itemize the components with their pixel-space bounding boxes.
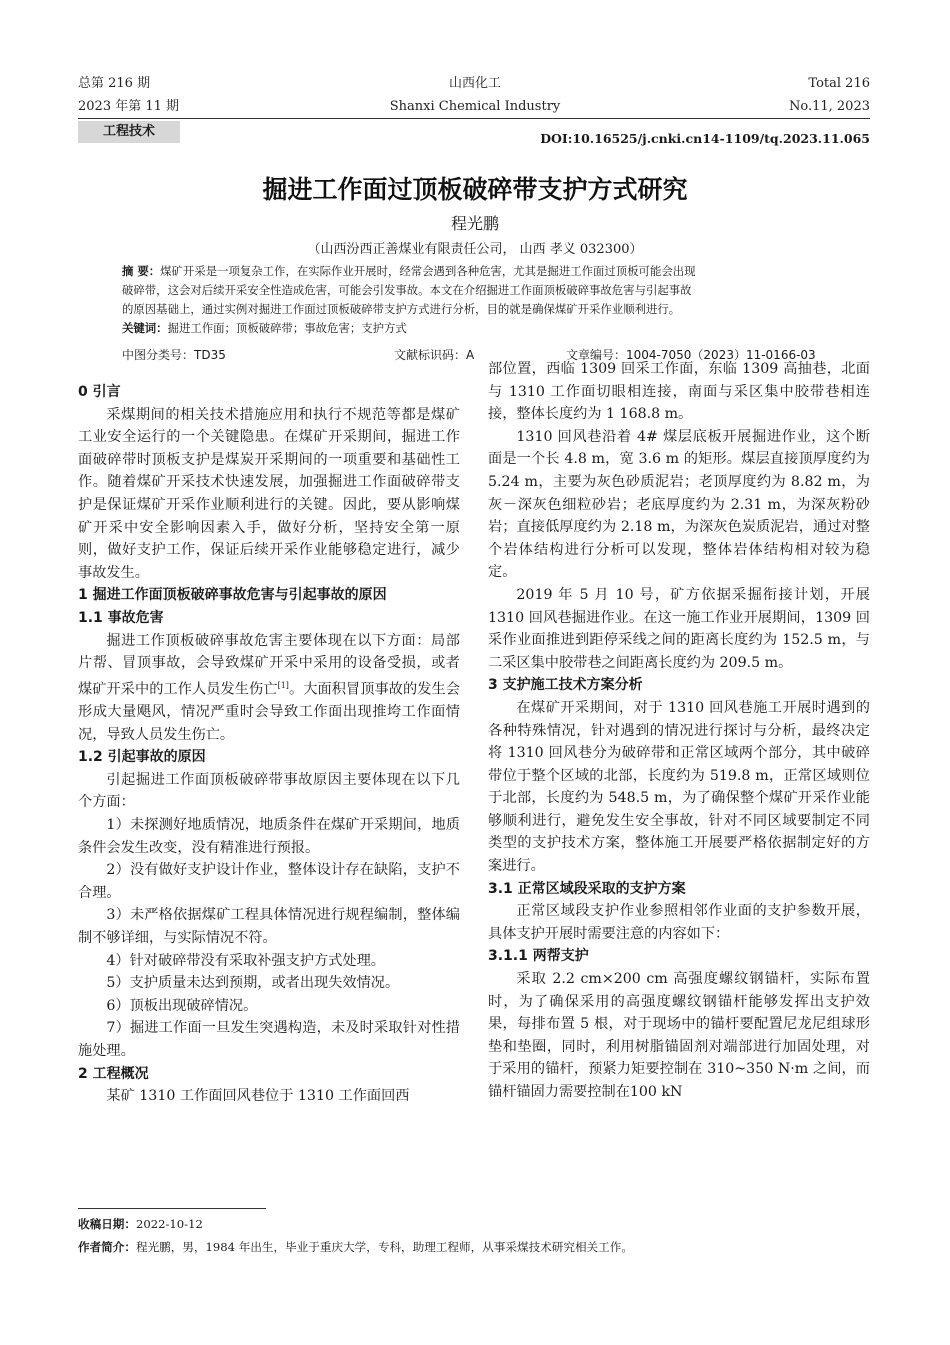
received-value: 2022-10-12 bbox=[135, 1217, 203, 1231]
bio-label: 作者简介： bbox=[78, 1240, 136, 1254]
author-name: 程光鹏 bbox=[450, 214, 499, 233]
section-2-paragraph-3: 2019 年 5 月 10 号，矿方依据采掘衔接计划，开展 1310 回风巷掘进作业。在这一施工作业开展期间，1309 回采作业面推进到距停采线之间的距离长度约为 152.5 m，与二采区集中胶带巷之间距离长度约为 209.5 m。 bbox=[488, 586, 870, 671]
section-0-paragraph: 采煤期间的相关技术措施应用和执行不规范等都是煤矿工业安全运行的一个关键隐患。在煤矿开采期间，掘进工作面破碎带时顶板支护是煤炭开采期间的一项重要和基础性工作。随着煤矿开采技术快速发展，加强掘进工作面破碎带支护是保证煤矿开采作业顺利进行的关键。因此，要从影响煤矿开采中安全影响因素入手，做好分析，坚持安全第一原则，做好支护工作，保证后续开采作业能够稳定进行，减少事故发生。 bbox=[78, 406, 460, 581]
header-journal-en: Shanxi Chemical Industry bbox=[389, 99, 561, 114]
clc-number: 中图分类号：TD35 bbox=[122, 348, 226, 362]
section-2-paragraph: 某矿 1310 工作面回风巷位于 1310 工作面回西 bbox=[106, 1088, 410, 1105]
section-1-1-text: 掘进工作顶板破碎事故危害主要体现在以下方面：局部片帮、冒顶事故，会导致煤矿开采中采用的设备受损，或者煤矿开采中的工作人员发生伤亡 bbox=[78, 632, 460, 698]
section-3-1-paragraph: 正常区域段支护作业参照相邻作业面的支护参数开展，具体支护开展时需要注意的内容如下： bbox=[488, 903, 870, 942]
section-3-1-1-paragraph: 采取 2.2 cm×200 cm 高强度螺纹钢锚杆，实际布置时，为了确保采用的高强度螺纹钢锚杆能够发挥出支护效果，每排布置 5 根，对于现场中的锚杆要配置尼龙尼组球形垫和垫圈，同时，利用树脂锚固剂对端部进行加固处理，对于采用的锚杆，预紧力矩要控制在 310~350 N·m 之间，而锚杆锚固力需要控制在100 kN bbox=[488, 971, 870, 1100]
list-item: 6）顶板出现破碎情况。 bbox=[106, 997, 258, 1014]
section-3-1-heading: 3.1 正常区域段采取的支护方案 bbox=[488, 880, 686, 897]
section-0-heading: 0 引言 bbox=[78, 384, 121, 400]
list-item: 1）未探测好地质情况，地质条件在煤矿开采期间，地质条件会发生改变，没有精准进行预报。 bbox=[78, 817, 460, 856]
list-item: 3）未严格依据煤矿工程具体情况进行规程编制，整体编制不够详细，与实际情况不符。 bbox=[78, 907, 460, 946]
header-issue-total: 总第 216 期 bbox=[78, 76, 151, 91]
header-issue-number: 2023 年第 11 期 bbox=[78, 99, 180, 114]
abstract bbox=[122, 262, 827, 338]
author-affiliation: （山西汾西正善煤业有限责任公司， 山西 孝义 032300） bbox=[307, 242, 643, 257]
article-number: 文章编号：1004-7050（2023）11-0166-03 bbox=[566, 348, 816, 362]
section-1-1-paragraph bbox=[78, 630, 460, 747]
keywords-label: 关键词： bbox=[122, 321, 168, 335]
footnote-rule bbox=[78, 1208, 266, 1209]
received-date bbox=[78, 1215, 203, 1233]
section-3-1-1-heading: 3.1.1 两帮支护 bbox=[488, 948, 589, 965]
section-1-1-heading: 1.1 事故危害 bbox=[78, 609, 164, 626]
doi: DOI:10.16525/j.cnki.cn14-1109/tq.2023.11.065 bbox=[540, 131, 870, 146]
section-2-paragraph-2: 1310 回风巷沿着 4# 煤层底板开展掘进作业，这个断面是一个长 4.8 m，宽 3.6 m 的矩形。煤层直接顶厚度约为 5.24 m，主要为灰色砂质泥岩；老顶厚度约为 8.82 m，为灰－深灰色细粒砂岩；老底厚度约为 2.31 m，为深灰粉砂岩；直接低厚度约为 2.18 m，为深灰色炭质泥岩，通过对整个岩体结构进行分析可以发现，整体岩体结构相对较为稳定。 bbox=[488, 428, 870, 581]
abstract-label: 摘 要： bbox=[122, 264, 161, 278]
section-1-2-paragraph: 引起掘进工作面顶板破碎带事故原因主要体现在以下几个方面： bbox=[78, 771, 460, 811]
article-title: 掘进工作面过顶板破碎带支护方式研究 bbox=[262, 175, 688, 204]
list-item: 4）针对破碎带没有采取补强支护方式处理。 bbox=[106, 952, 385, 969]
section-3-heading: 3 支护施工技术方案分析 bbox=[488, 677, 643, 694]
section-tag: 工程技术 bbox=[78, 121, 180, 143]
section-2-heading: 2 工程概况 bbox=[78, 1065, 149, 1082]
list-item: 7）掘进工作面一旦发生突遇构造，未及时采取针对性措施处理。 bbox=[78, 1020, 460, 1059]
abstract-line-3: 的原因基础上，通过实例对掘进工作面过顶板破碎带支护方式进行分析，目的就是确保煤矿开采作业顺利进行。 bbox=[122, 302, 681, 316]
bio-text: 程光鹏，男，1984 年出生，毕业于重庆大学，专科，助理工程师，从事采煤技术研究相关工作。 bbox=[135, 1240, 633, 1254]
section-3-paragraph: 在煤矿开采期间，对于 1310 回风巷施工开展时遇到的各种特殊情况，针对遇到的情况进行探讨与分析，最终决定将 1310 回风巷分为破碎带和正常区域两个部分，其中破碎带位于整个区域的北部，长度约为 519.8 m，正常区域则位于北部，长度约为 548.5 m，为了确保整个煤矿开采作业能够顺利进行，避免发生安全事故，针对不同区域要制定不同类型的支护技术方案，整体施工开展要严格依据制定好的方案进行。 bbox=[488, 699, 870, 875]
list-item: 2）没有做好支护设计作业，整体设计存在缺陷，支护不合理。 bbox=[78, 862, 460, 901]
document-code: 文献标识码：A bbox=[394, 348, 475, 362]
section-1-1-text-end: 。大面积冒顶事故的发生会形成大量飓风，情况严重时会导致工作面出现推垮工作面情况，导致人员发生伤亡。 bbox=[78, 681, 460, 743]
section-1-heading: 1 掘进工作面顶板破碎事故危害与引起事故的原因 bbox=[78, 587, 387, 604]
right-column bbox=[488, 358, 870, 1104]
header-rule bbox=[78, 118, 870, 119]
author-bio bbox=[78, 1238, 633, 1256]
abstract-line-2: 破碎带，这会对后续开采安全性造成危害，可能会引发事故。本文在介绍掘进工作面顶板破碎事故危害与引起事故 bbox=[122, 283, 692, 297]
header-number-en: No.11, 2023 bbox=[789, 99, 870, 114]
header-journal-cn: 山西化工 bbox=[448, 76, 501, 91]
received-label: 收稿日期： bbox=[78, 1217, 136, 1231]
keywords: 掘进工作面；顶板破碎带；事故危害；支护方式 bbox=[167, 321, 407, 335]
abstract-line-1: 煤矿开采是一项复杂工作，在实际作业开展时，经常会遇到各种危害，尤其是掘进工作面过顶板可能会出现 bbox=[160, 264, 696, 278]
header-total-en: Total 216 bbox=[808, 76, 870, 91]
section-2-paragraph-cont: 部位置，西临 1309 回采工作面，东临 1309 高抽巷，北面与 1310 工作面切眼相连接，南面与采区集中胶带巷相连接，整体长度约为 1 168.8 m。 bbox=[488, 361, 870, 423]
left-column bbox=[78, 381, 460, 1108]
section-1-2-heading: 1.2 引起事故的原因 bbox=[78, 749, 206, 766]
citation-ref[interactable]: [1] bbox=[277, 680, 289, 690]
list-item: 5）支护质量未达到预期，或者出现失效情况。 bbox=[106, 975, 400, 992]
